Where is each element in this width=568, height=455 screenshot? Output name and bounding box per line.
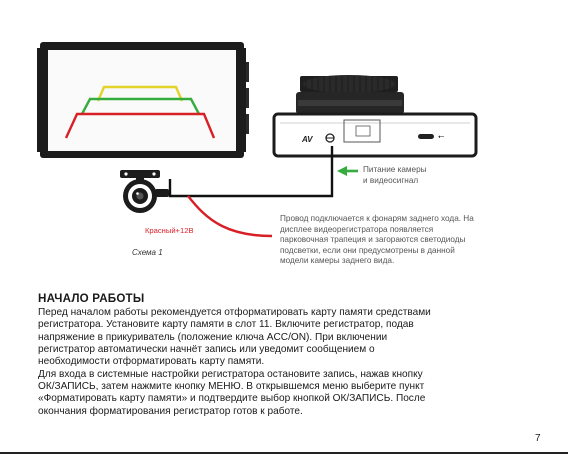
power-label-line: и видеосигнал [363,175,419,185]
wire-note [280,214,520,267]
body-line: напряжение в прикуриватель (положение ключа ACC/ON). При включении [38,331,388,343]
body-line: ОК/ЗАПИСЬ, затем нажмите кнопку МЕНЮ. В открывшемся меню выберите пункт [38,381,425,393]
power-arrow [337,166,358,176]
dvr-body [274,75,476,156]
body-line: регистратор автоматически начнёт запись или уведомит сообщением о [38,344,375,356]
rear-camera [120,170,169,213]
av-port-label: AV [302,135,313,144]
power-label-line: Питание камеры [363,165,427,174]
figure-caption: Схема 1 [132,248,163,257]
dvr-screen-unit [37,42,249,158]
body-line: необходимости отформатировать карту памяти. [38,356,265,368]
body-line: «Форматировать карту памяти» и подтвердите выбор кнопкой ОК/ЗАПИСЬ. После [38,393,426,405]
bottom-rule [0,452,568,454]
body-line: Для входа в системные настройки регистратора остановите запись, нажав кнопку [38,368,423,380]
usb-port [418,134,434,139]
section-title: НАЧАЛО РАБОТЫ [38,292,145,305]
body-line: Перед началом работы рекомендуется отформатировать карту памяти средствами [38,307,431,318]
section-body [38,307,533,418]
body-line: регистратора. Установите карту памяти в слот 11. Включите регистратор, подав [38,319,414,331]
wire-note-line: парковочная трапеция и загораются светодиоды [280,235,466,245]
red-power-wire [188,196,272,236]
usb-icon: ⭠ [438,132,445,141]
page-number: 7 [535,433,541,444]
power-label [363,165,463,186]
wire-note-line: Провод подключается к фонарям заднего хода. На [280,214,474,223]
wire-note-line: подсветки, если они предусмотрены в данной [280,245,455,255]
wire-note-line: дисплее видеорегистратора появляется [280,224,434,234]
wire-note-line: модели камеры заднего вида. [280,256,395,266]
body-line: окончания форматирования регистратор готов к работе. [38,405,303,417]
red-wire-label: Красный+12В [145,226,194,235]
